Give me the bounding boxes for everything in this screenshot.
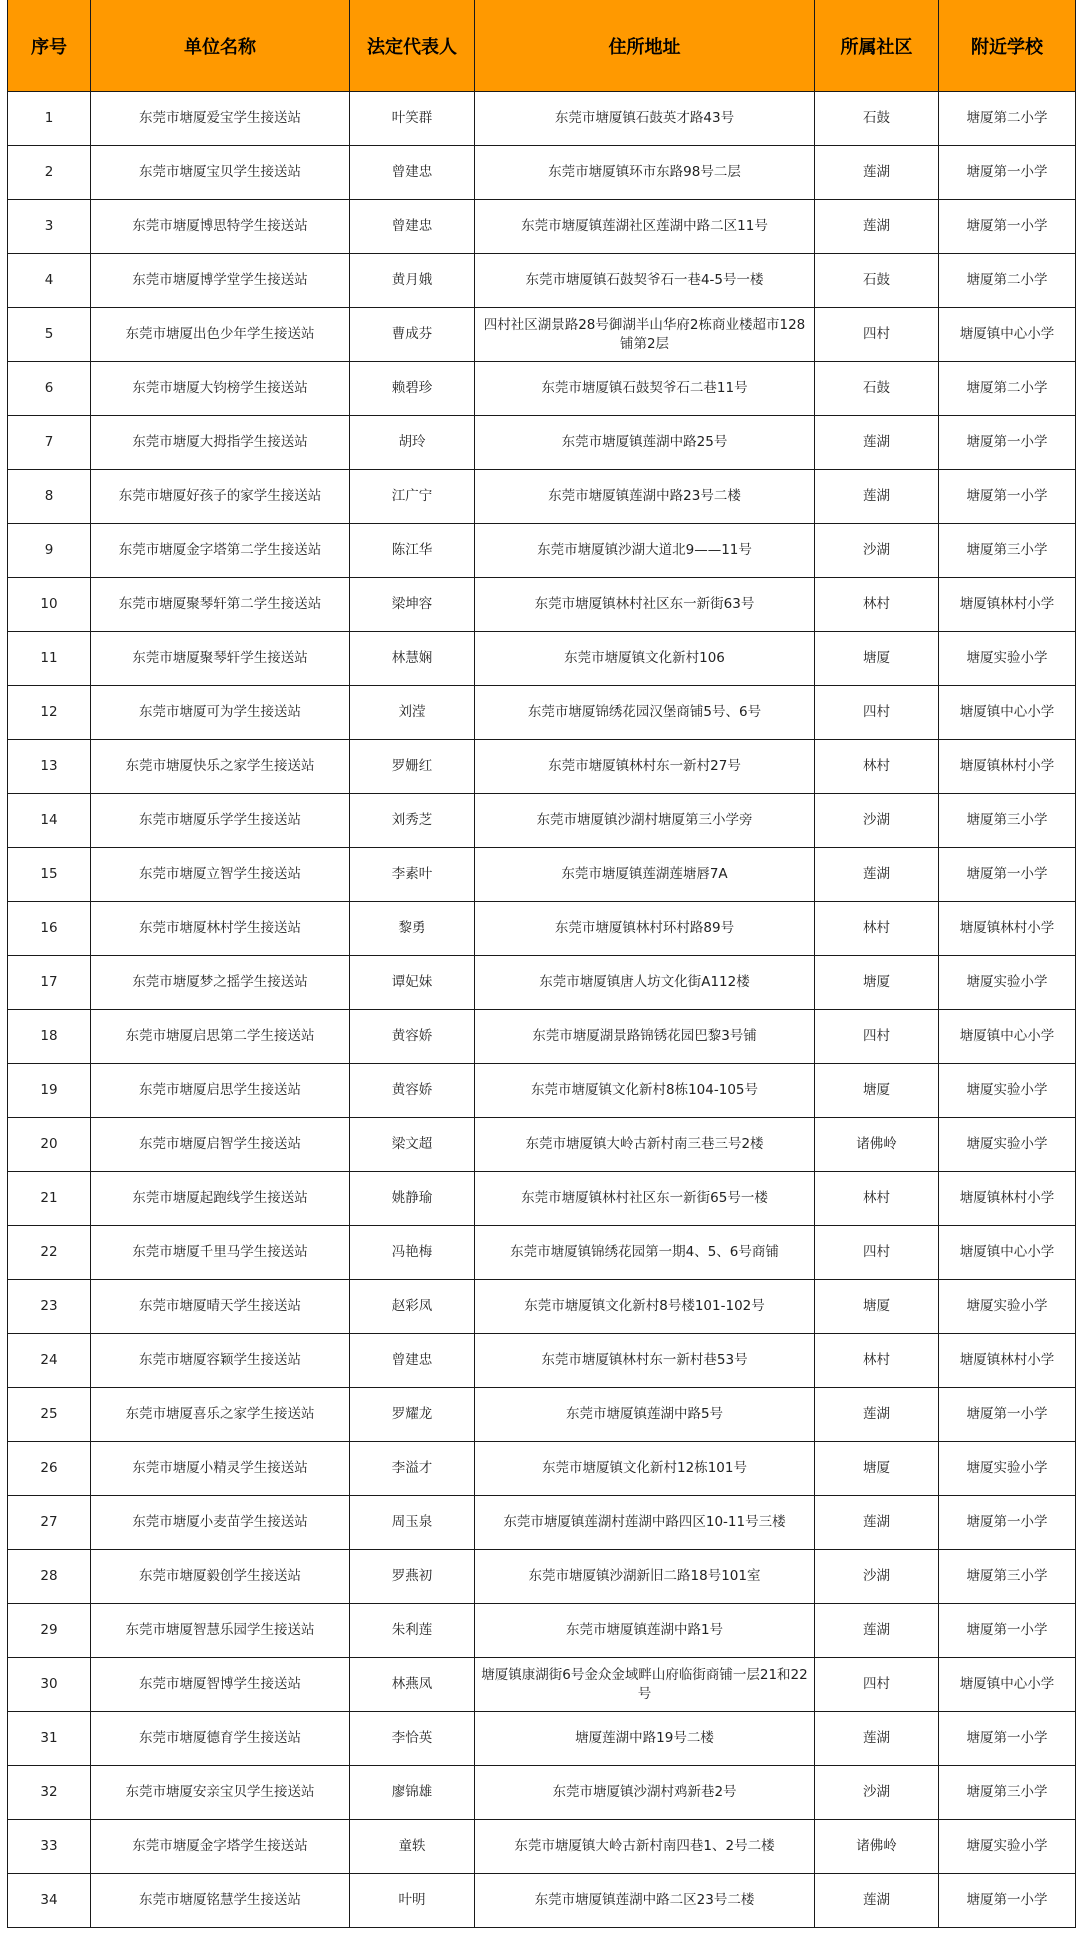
cell-address: 东莞市塘厦镇石鼓契爷石二巷11号 xyxy=(475,362,815,416)
cell-unit-name: 东莞市塘厦快乐之家学生接送站 xyxy=(91,740,350,794)
header-legal-rep: 法定代表人 xyxy=(350,0,475,92)
cell-nearby-school: 塘厦实验小学 xyxy=(939,1064,1076,1118)
cell-legal-rep: 罗燕初 xyxy=(350,1550,475,1604)
cell-index: 20 xyxy=(8,1118,91,1172)
table-row xyxy=(8,956,1076,1010)
cell-legal-rep: 江广宁 xyxy=(350,470,475,524)
table-row xyxy=(8,1658,1076,1712)
cell-index: 1 xyxy=(8,92,91,146)
header-row xyxy=(8,0,1076,92)
cell-address: 东莞市塘厦镇莲湖社区莲湖中路二区11号 xyxy=(475,200,815,254)
cell-unit-name: 东莞市塘厦林村学生接送站 xyxy=(91,902,350,956)
cell-community: 莲湖 xyxy=(815,1388,939,1442)
cell-address: 东莞市塘厦镇文化新村106 xyxy=(475,632,815,686)
cell-address: 东莞市塘厦镇大岭古新村南三巷三号2楼 xyxy=(475,1118,815,1172)
cell-legal-rep: 林燕凤 xyxy=(350,1658,475,1712)
cell-community: 四村 xyxy=(815,686,939,740)
table-row xyxy=(8,1388,1076,1442)
cell-address: 东莞市塘厦镇莲湖中路1号 xyxy=(475,1604,815,1658)
cell-address: 东莞市塘厦镇林村东一新村27号 xyxy=(475,740,815,794)
table-row xyxy=(8,416,1076,470)
cell-community: 莲湖 xyxy=(815,1604,939,1658)
cell-nearby-school: 塘厦实验小学 xyxy=(939,1442,1076,1496)
cell-index: 22 xyxy=(8,1226,91,1280)
cell-address: 东莞市塘厦镇文化新村8号楼101-102号 xyxy=(475,1280,815,1334)
cell-community: 四村 xyxy=(815,1010,939,1064)
cell-index: 8 xyxy=(8,470,91,524)
header-nearby-school: 附近学校 xyxy=(939,0,1076,92)
cell-nearby-school: 塘厦第一小学 xyxy=(939,146,1076,200)
cell-nearby-school: 塘厦第二小学 xyxy=(939,254,1076,308)
cell-nearby-school: 塘厦第一小学 xyxy=(939,848,1076,902)
cell-unit-name: 东莞市塘厦启智学生接送站 xyxy=(91,1118,350,1172)
table-row xyxy=(8,1712,1076,1766)
cell-address: 东莞市塘厦锦绣花园汉堡商铺5号、6号 xyxy=(475,686,815,740)
cell-community: 塘厦 xyxy=(815,956,939,1010)
cell-legal-rep: 黎勇 xyxy=(350,902,475,956)
cell-community: 莲湖 xyxy=(815,470,939,524)
table-row xyxy=(8,1874,1076,1928)
cell-unit-name: 东莞市塘厦大钧榜学生接送站 xyxy=(91,362,350,416)
cell-legal-rep: 赵彩凤 xyxy=(350,1280,475,1334)
cell-unit-name: 东莞市塘厦可为学生接送站 xyxy=(91,686,350,740)
cell-unit-name: 东莞市塘厦智博学生接送站 xyxy=(91,1658,350,1712)
cell-unit-name: 东莞市塘厦聚琴轩第二学生接送站 xyxy=(91,578,350,632)
cell-community: 诸佛岭 xyxy=(815,1118,939,1172)
cell-community: 石鼓 xyxy=(815,254,939,308)
cell-nearby-school: 塘厦镇林村小学 xyxy=(939,1172,1076,1226)
cell-index: 24 xyxy=(8,1334,91,1388)
cell-unit-name: 东莞市塘厦立智学生接送站 xyxy=(91,848,350,902)
cell-legal-rep: 李素叶 xyxy=(350,848,475,902)
cell-address: 东莞市塘厦湖景路锦锈花园巴黎3号铺 xyxy=(475,1010,815,1064)
cell-nearby-school: 塘厦实验小学 xyxy=(939,956,1076,1010)
cell-community: 沙湖 xyxy=(815,1550,939,1604)
cell-legal-rep: 叶明 xyxy=(350,1874,475,1928)
cell-community: 林村 xyxy=(815,740,939,794)
cell-index: 26 xyxy=(8,1442,91,1496)
cell-legal-rep: 罗耀龙 xyxy=(350,1388,475,1442)
cell-legal-rep: 李恰英 xyxy=(350,1712,475,1766)
cell-index: 11 xyxy=(8,632,91,686)
cell-legal-rep: 曾建忠 xyxy=(350,1334,475,1388)
student-pickup-station-table xyxy=(7,0,1076,1928)
cell-community: 沙湖 xyxy=(815,524,939,578)
cell-nearby-school: 塘厦第一小学 xyxy=(939,1604,1076,1658)
cell-nearby-school: 塘厦实验小学 xyxy=(939,1118,1076,1172)
table-row xyxy=(8,200,1076,254)
cell-unit-name: 东莞市塘厦出色少年学生接送站 xyxy=(91,308,350,362)
cell-address: 四村社区湖景路28号御湖半山华府2栋商业楼超市128铺第2层 xyxy=(475,308,815,362)
cell-address: 东莞市塘厦镇莲湖中路25号 xyxy=(475,416,815,470)
cell-address: 东莞市塘厦镇莲湖莲塘唇7A xyxy=(475,848,815,902)
cell-address: 东莞市塘厦镇莲湖中路二区23号二楼 xyxy=(475,1874,815,1928)
table-row xyxy=(8,470,1076,524)
cell-index: 30 xyxy=(8,1658,91,1712)
cell-nearby-school: 塘厦镇中心小学 xyxy=(939,308,1076,362)
cell-community: 石鼓 xyxy=(815,92,939,146)
cell-legal-rep: 黄容娇 xyxy=(350,1064,475,1118)
cell-community: 林村 xyxy=(815,578,939,632)
cell-address: 东莞市塘厦镇林村社区东一新街63号 xyxy=(475,578,815,632)
table-row xyxy=(8,1226,1076,1280)
header-address: 住所地址 xyxy=(475,0,815,92)
cell-nearby-school: 塘厦镇中心小学 xyxy=(939,1658,1076,1712)
cell-nearby-school: 塘厦第一小学 xyxy=(939,470,1076,524)
table-row xyxy=(8,1820,1076,1874)
cell-community: 莲湖 xyxy=(815,1496,939,1550)
cell-legal-rep: 黄月娥 xyxy=(350,254,475,308)
cell-legal-rep: 胡玲 xyxy=(350,416,475,470)
cell-index: 33 xyxy=(8,1820,91,1874)
cell-legal-rep: 刘滢 xyxy=(350,686,475,740)
cell-index: 18 xyxy=(8,1010,91,1064)
cell-nearby-school: 塘厦第三小学 xyxy=(939,524,1076,578)
cell-unit-name: 东莞市塘厦博思特学生接送站 xyxy=(91,200,350,254)
cell-address: 东莞市塘厦镇环市东路98号二层 xyxy=(475,146,815,200)
header-index: 序号 xyxy=(8,0,91,92)
cell-index: 3 xyxy=(8,200,91,254)
cell-unit-name: 东莞市塘厦智慧乐园学生接送站 xyxy=(91,1604,350,1658)
cell-address: 东莞市塘厦镇文化新村8栋104-105号 xyxy=(475,1064,815,1118)
cell-community: 塘厦 xyxy=(815,632,939,686)
cell-nearby-school: 塘厦镇林村小学 xyxy=(939,578,1076,632)
cell-index: 23 xyxy=(8,1280,91,1334)
cell-unit-name: 东莞市塘厦德育学生接送站 xyxy=(91,1712,350,1766)
table-row xyxy=(8,362,1076,416)
cell-address: 东莞市塘厦镇林村东一新村巷53号 xyxy=(475,1334,815,1388)
cell-index: 19 xyxy=(8,1064,91,1118)
cell-unit-name: 东莞市塘厦起跑线学生接送站 xyxy=(91,1172,350,1226)
cell-nearby-school: 塘厦第一小学 xyxy=(939,200,1076,254)
cell-community: 林村 xyxy=(815,1334,939,1388)
cell-community: 莲湖 xyxy=(815,200,939,254)
cell-unit-name: 东莞市塘厦小麦苗学生接送站 xyxy=(91,1496,350,1550)
cell-legal-rep: 童轶 xyxy=(350,1820,475,1874)
cell-community: 莲湖 xyxy=(815,848,939,902)
cell-address: 塘厦镇康湖街6号金众金域畔山府临街商铺一层21和22号 xyxy=(475,1658,815,1712)
table-row xyxy=(8,1172,1076,1226)
cell-community: 四村 xyxy=(815,1226,939,1280)
cell-index: 21 xyxy=(8,1172,91,1226)
cell-unit-name: 东莞市塘厦聚琴轩学生接送站 xyxy=(91,632,350,686)
cell-nearby-school: 塘厦第三小学 xyxy=(939,794,1076,848)
cell-legal-rep: 朱利莲 xyxy=(350,1604,475,1658)
cell-address: 东莞市塘厦镇莲湖中路5号 xyxy=(475,1388,815,1442)
cell-nearby-school: 塘厦镇中心小学 xyxy=(939,686,1076,740)
cell-index: 29 xyxy=(8,1604,91,1658)
cell-legal-rep: 李溢才 xyxy=(350,1442,475,1496)
table-row xyxy=(8,578,1076,632)
cell-legal-rep: 曾建忠 xyxy=(350,200,475,254)
table-row xyxy=(8,92,1076,146)
cell-index: 13 xyxy=(8,740,91,794)
table-row xyxy=(8,146,1076,200)
cell-legal-rep: 梁文超 xyxy=(350,1118,475,1172)
cell-community: 塘厦 xyxy=(815,1064,939,1118)
cell-nearby-school: 塘厦实验小学 xyxy=(939,632,1076,686)
cell-legal-rep: 罗姗红 xyxy=(350,740,475,794)
cell-address: 东莞市塘厦镇石鼓契爷石一巷4-5号一楼 xyxy=(475,254,815,308)
page xyxy=(7,0,1075,1928)
table-row xyxy=(8,1280,1076,1334)
cell-legal-rep: 刘秀芝 xyxy=(350,794,475,848)
table-row xyxy=(8,686,1076,740)
cell-community: 莲湖 xyxy=(815,1874,939,1928)
cell-address: 东莞市塘厦镇锦绣花园第一期4、5、6号商铺 xyxy=(475,1226,815,1280)
cell-index: 34 xyxy=(8,1874,91,1928)
cell-legal-rep: 陈江华 xyxy=(350,524,475,578)
cell-address: 东莞市塘厦镇林村环村路89号 xyxy=(475,902,815,956)
cell-nearby-school: 塘厦镇林村小学 xyxy=(939,1334,1076,1388)
table-row xyxy=(8,848,1076,902)
cell-unit-name: 东莞市塘厦金字塔学生接送站 xyxy=(91,1820,350,1874)
cell-unit-name: 东莞市塘厦爱宝学生接送站 xyxy=(91,92,350,146)
cell-nearby-school: 塘厦第一小学 xyxy=(939,1388,1076,1442)
cell-address: 东莞市塘厦镇沙湖大道北9——11号 xyxy=(475,524,815,578)
table-row xyxy=(8,1604,1076,1658)
cell-unit-name: 东莞市塘厦宝贝学生接送站 xyxy=(91,146,350,200)
cell-unit-name: 东莞市塘厦安亲宝贝学生接送站 xyxy=(91,1766,350,1820)
table-row xyxy=(8,1496,1076,1550)
cell-legal-rep: 叶笑群 xyxy=(350,92,475,146)
cell-index: 32 xyxy=(8,1766,91,1820)
cell-index: 15 xyxy=(8,848,91,902)
cell-nearby-school: 塘厦第三小学 xyxy=(939,1550,1076,1604)
cell-nearby-school: 塘厦第二小学 xyxy=(939,362,1076,416)
table-row xyxy=(8,254,1076,308)
cell-community: 诸佛岭 xyxy=(815,1820,939,1874)
cell-index: 10 xyxy=(8,578,91,632)
cell-unit-name: 东莞市塘厦博学堂学生接送站 xyxy=(91,254,350,308)
cell-nearby-school: 塘厦实验小学 xyxy=(939,1820,1076,1874)
cell-index: 2 xyxy=(8,146,91,200)
cell-index: 16 xyxy=(8,902,91,956)
cell-unit-name: 东莞市塘厦晴天学生接送站 xyxy=(91,1280,350,1334)
table-row xyxy=(8,632,1076,686)
cell-index: 14 xyxy=(8,794,91,848)
cell-index: 5 xyxy=(8,308,91,362)
cell-nearby-school: 塘厦镇林村小学 xyxy=(939,902,1076,956)
cell-index: 12 xyxy=(8,686,91,740)
header-community: 所属社区 xyxy=(815,0,939,92)
table-row xyxy=(8,1766,1076,1820)
cell-address: 东莞市塘厦镇石鼓英才路43号 xyxy=(475,92,815,146)
cell-nearby-school: 塘厦第一小学 xyxy=(939,1712,1076,1766)
cell-nearby-school: 塘厦第一小学 xyxy=(939,416,1076,470)
cell-unit-name: 东莞市塘厦喜乐之家学生接送站 xyxy=(91,1388,350,1442)
cell-index: 28 xyxy=(8,1550,91,1604)
cell-community: 塘厦 xyxy=(815,1280,939,1334)
table-row xyxy=(8,524,1076,578)
table-body xyxy=(8,92,1076,1928)
table-row xyxy=(8,308,1076,362)
cell-community: 沙湖 xyxy=(815,794,939,848)
cell-legal-rep: 曾建忠 xyxy=(350,146,475,200)
cell-unit-name: 东莞市塘厦启思第二学生接送站 xyxy=(91,1010,350,1064)
cell-unit-name: 东莞市塘厦金字塔第二学生接送站 xyxy=(91,524,350,578)
cell-unit-name: 东莞市塘厦梦之摇学生接送站 xyxy=(91,956,350,1010)
cell-legal-rep: 廖锦雄 xyxy=(350,1766,475,1820)
cell-community: 莲湖 xyxy=(815,146,939,200)
cell-nearby-school: 塘厦镇中心小学 xyxy=(939,1010,1076,1064)
cell-unit-name: 东莞市塘厦大拇指学生接送站 xyxy=(91,416,350,470)
cell-nearby-school: 塘厦第一小学 xyxy=(939,1874,1076,1928)
cell-address: 东莞市塘厦镇沙湖村塘厦第三小学旁 xyxy=(475,794,815,848)
cell-index: 27 xyxy=(8,1496,91,1550)
cell-community: 四村 xyxy=(815,1658,939,1712)
table-row xyxy=(8,1550,1076,1604)
cell-community: 沙湖 xyxy=(815,1766,939,1820)
cell-unit-name: 东莞市塘厦千里马学生接送站 xyxy=(91,1226,350,1280)
cell-community: 四村 xyxy=(815,308,939,362)
cell-unit-name: 东莞市塘厦铭慧学生接送站 xyxy=(91,1874,350,1928)
cell-community: 林村 xyxy=(815,902,939,956)
cell-legal-rep: 周玉泉 xyxy=(350,1496,475,1550)
cell-address: 东莞市塘厦镇莲湖村莲湖中路四区10-11号三楼 xyxy=(475,1496,815,1550)
cell-unit-name: 东莞市塘厦容颖学生接送站 xyxy=(91,1334,350,1388)
cell-unit-name: 东莞市塘厦乐学学生接送站 xyxy=(91,794,350,848)
cell-legal-rep: 林慧娴 xyxy=(350,632,475,686)
cell-address: 东莞市塘厦镇莲湖中路23号二楼 xyxy=(475,470,815,524)
table-row xyxy=(8,1118,1076,1172)
cell-legal-rep: 冯艳梅 xyxy=(350,1226,475,1280)
cell-nearby-school: 塘厦第二小学 xyxy=(939,92,1076,146)
cell-unit-name: 东莞市塘厦启思学生接送站 xyxy=(91,1064,350,1118)
cell-index: 4 xyxy=(8,254,91,308)
table-row xyxy=(8,1334,1076,1388)
cell-address: 东莞市塘厦镇林村社区东一新街65号一楼 xyxy=(475,1172,815,1226)
header-unit-name: 单位名称 xyxy=(91,0,350,92)
cell-legal-rep: 梁坤容 xyxy=(350,578,475,632)
cell-nearby-school: 塘厦实验小学 xyxy=(939,1280,1076,1334)
cell-address: 东莞市塘厦镇文化新村12栋101号 xyxy=(475,1442,815,1496)
cell-address: 东莞市塘厦镇沙湖新旧二路18号101室 xyxy=(475,1550,815,1604)
cell-community: 塘厦 xyxy=(815,1442,939,1496)
cell-unit-name: 东莞市塘厦好孩子的家学生接送站 xyxy=(91,470,350,524)
cell-index: 25 xyxy=(8,1388,91,1442)
table-row xyxy=(8,1010,1076,1064)
cell-address: 塘厦莲湖中路19号二楼 xyxy=(475,1712,815,1766)
cell-community: 林村 xyxy=(815,1172,939,1226)
table-header xyxy=(8,0,1076,92)
cell-community: 石鼓 xyxy=(815,362,939,416)
cell-nearby-school: 塘厦第三小学 xyxy=(939,1766,1076,1820)
cell-unit-name: 东莞市塘厦小精灵学生接送站 xyxy=(91,1442,350,1496)
cell-community: 莲湖 xyxy=(815,416,939,470)
cell-community: 莲湖 xyxy=(815,1712,939,1766)
cell-index: 17 xyxy=(8,956,91,1010)
cell-nearby-school: 塘厦镇林村小学 xyxy=(939,740,1076,794)
cell-unit-name: 东莞市塘厦毅创学生接送站 xyxy=(91,1550,350,1604)
table-row xyxy=(8,1442,1076,1496)
cell-index: 31 xyxy=(8,1712,91,1766)
cell-legal-rep: 谭妃妹 xyxy=(350,956,475,1010)
cell-nearby-school: 塘厦第一小学 xyxy=(939,1496,1076,1550)
cell-address: 东莞市塘厦镇唐人坊文化街A112楼 xyxy=(475,956,815,1010)
cell-index: 6 xyxy=(8,362,91,416)
table-row xyxy=(8,1064,1076,1118)
cell-index: 7 xyxy=(8,416,91,470)
cell-legal-rep: 赖碧珍 xyxy=(350,362,475,416)
cell-address: 东莞市塘厦镇沙湖村鸡新巷2号 xyxy=(475,1766,815,1820)
cell-address: 东莞市塘厦镇大岭古新村南四巷1、2号二楼 xyxy=(475,1820,815,1874)
table-row xyxy=(8,902,1076,956)
cell-legal-rep: 曹成芬 xyxy=(350,308,475,362)
table-row xyxy=(8,794,1076,848)
cell-legal-rep: 姚静瑜 xyxy=(350,1172,475,1226)
table-row xyxy=(8,740,1076,794)
cell-nearby-school: 塘厦镇中心小学 xyxy=(939,1226,1076,1280)
cell-legal-rep: 黄容娇 xyxy=(350,1010,475,1064)
cell-index: 9 xyxy=(8,524,91,578)
